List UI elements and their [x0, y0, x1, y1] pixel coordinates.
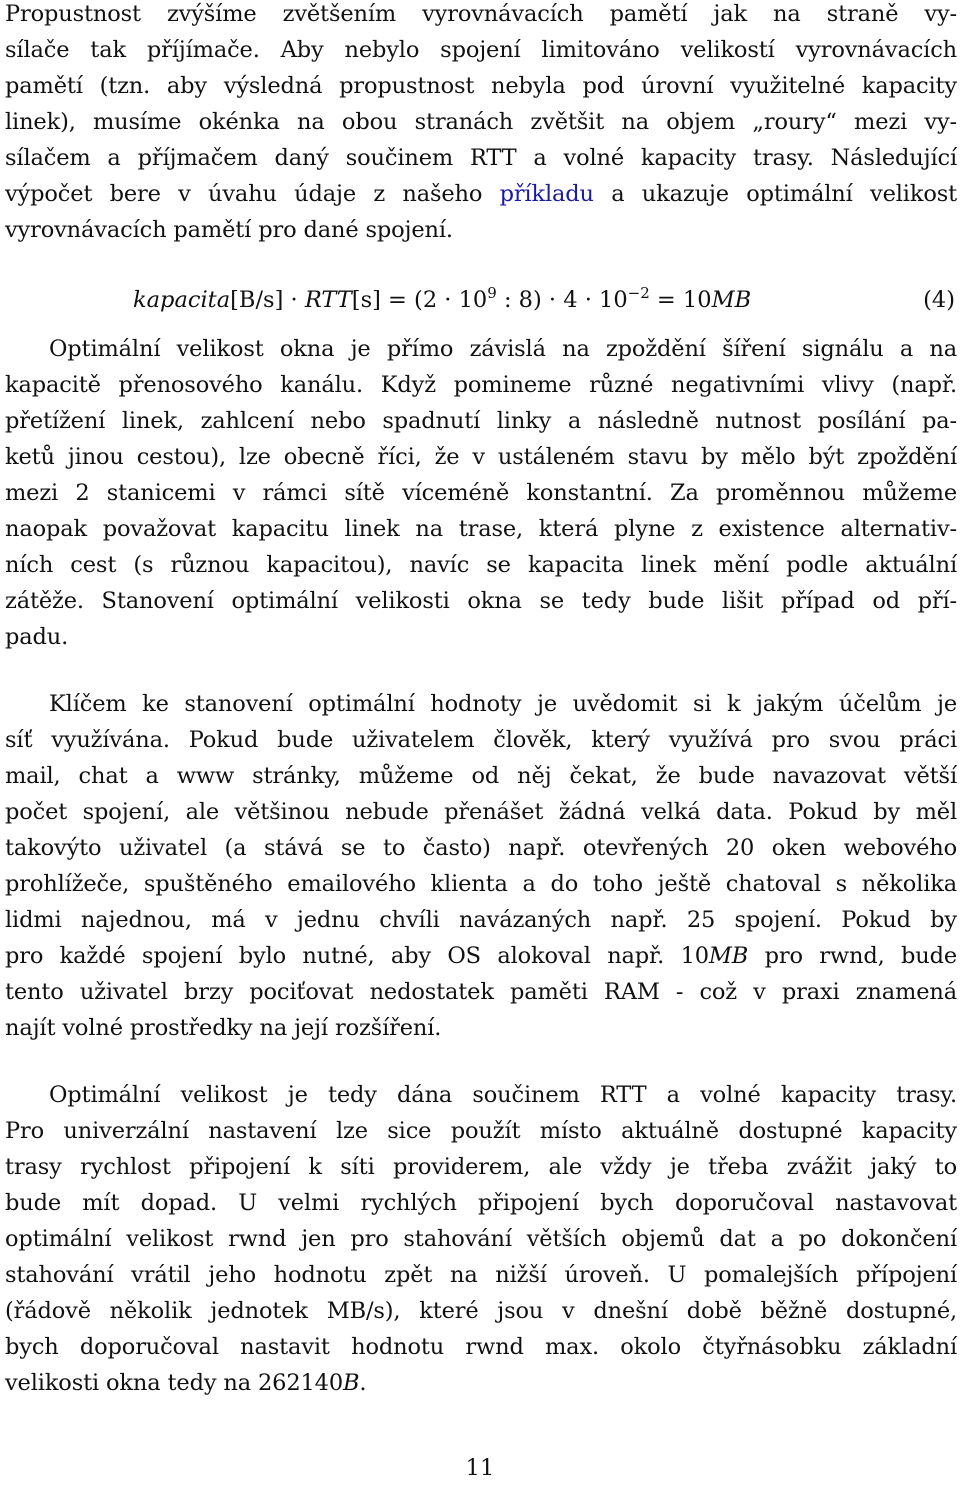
text-line: mail, chat a www stránky, můžeme od něj čekat, že bude navazovat větší: [5, 763, 957, 789]
text-line: najít volné prostředky na její rozšíření.: [5, 1015, 442, 1041]
text-line: [5, 938, 957, 974]
text-segment: a ukazuje optimální velikost: [593, 181, 957, 207]
text-line: vyrovnávacích pamětí pro dané spojení.: [5, 217, 453, 243]
text-line: zátěže. Stanovení optimální velikosti okna se tedy bude lišit případ od pří-: [5, 588, 957, 614]
text-line: Propustnost zvýšíme zvětšením vyrovnávacích pamětí jak na straně vy-: [5, 1, 957, 27]
text-line: tento uživatel brzy pociťovat nedostatek paměti RAM - což v praxi znamená: [5, 979, 957, 1005]
text-line: stahování vrátil jeho hodnotu zpět na nižší úroveň. U pomalejších přípojení: [5, 1262, 957, 1288]
text-line: ketů jinou cestou), lze obecně říci, že v ustáleném stavu by mělo být zpoždění: [5, 444, 957, 470]
text-line: pamětí (tzn. aby výsledná propustnost nebyla pod úrovní využitelné kapacity: [5, 73, 957, 99]
text-line: (řádově několik jednotek MB/s), které jsou v dnešní době běžně dostupné,: [5, 1298, 957, 1324]
text-segment: pro každé spojení bylo nutné, aby OS alokoval např. 10: [5, 943, 709, 969]
example-link[interactable]: příkladu: [499, 181, 594, 207]
text-line: [5, 1365, 957, 1401]
math-text: [B/s] ·: [230, 287, 305, 313]
text-segment: výpočet bere v úvahu údaje z našeho: [5, 181, 500, 207]
text-segment: .: [359, 1370, 367, 1396]
math-text: = 10: [649, 287, 712, 313]
text-line: prohlížeče, spuštěného emailového klienta a do toho ještě chatoval s několika: [5, 871, 957, 897]
math-text: : 8) · 4 · 10: [496, 287, 628, 313]
paragraph-2: [5, 331, 957, 655]
text-line: přetížení linek, zahlcení nebo spadnutí linky a následně nutnost posílání pa-: [5, 408, 957, 434]
math-text: [s] = (2 · 10: [351, 287, 488, 313]
text-line: Pro univerzální nastavení lze sice použít místo aktuálně dostupné kapacity: [5, 1118, 957, 1144]
paragraph-3: [5, 686, 957, 1046]
math-var: MB: [708, 943, 749, 969]
text-segment: pro rwnd, bude: [748, 943, 957, 969]
paragraph-4: [5, 1077, 957, 1401]
text-line: mezi 2 stanicemi v rámci sítě víceméně konstantní. Za proměnnou můžeme: [5, 480, 957, 506]
text-line: padu.: [5, 624, 69, 650]
math-var: B: [343, 1370, 360, 1396]
text-line: Optimální velikost je tedy dána součinem RTT a volné kapacity trasy.: [49, 1082, 957, 1108]
equation-number: (4): [923, 287, 955, 313]
text-line: optimální velikost rwnd jen pro stahování větších objemů dat a po dokončení: [5, 1226, 957, 1252]
equation-body: [133, 280, 751, 320]
text-line: Optimální velikost okna je přímo závislá na zpoždění šíření signálu a na: [49, 336, 957, 362]
exponent: 9: [487, 284, 497, 302]
page-number: 11: [465, 1455, 495, 1481]
text-line: lidmi najednou, má v jednu chvíli navázaných např. 25 spojení. Pokud by: [5, 907, 957, 933]
math-var: RTT: [304, 287, 352, 313]
text-line: sílače tak příjímače. Aby nebylo spojení limitováno velikostí vyrovnávacích: [5, 37, 957, 63]
equation: [5, 280, 957, 320]
text-line: bude mít dopad. U velmi rychlých připojení bych doporučoval nastavovat: [5, 1190, 957, 1216]
text-line: bych doporučoval nastavit hodnotu rwnd max. okolo čtyřnásobku základní: [5, 1334, 957, 1360]
text-line: trasy rychlost připojení k síti providerem, ale vždy je třeba zvážit jaký to: [5, 1154, 957, 1180]
exponent: −2: [627, 284, 650, 302]
text-line: počet spojení, ale většinou nebude přenášet žádná velká data. Pokud by měl: [5, 799, 957, 825]
paragraph-1: [5, 0, 957, 248]
text-line: ních cest (s různou kapacitou), navíc se kapacita linek mění podle aktuální: [5, 552, 957, 578]
text-segment: velikosti okna tedy na 262140: [5, 1370, 343, 1396]
text-line: linek), musíme okénka na obou stranách zvětšit na objem „roury“ mezi vy-: [5, 109, 957, 135]
text-line: síť využívána. Pokud bude uživatelem člověk, který využívá pro svou práci: [5, 727, 957, 753]
text-line: Klíčem ke stanovení optimální hodnoty je uvědomit si k jakým účelům je: [49, 691, 957, 717]
text-line: naopak považovat kapacitu linek na trase, která plyne z existence alternativ-: [5, 516, 957, 542]
text-line: kapacitě přenosového kanálu. Když pomineme různé negativními vlivy (např.: [5, 372, 957, 398]
text-line: sílačem a příjmačem daný součinem RTT a volné kapacity trasy. Následující: [5, 145, 957, 171]
text-line: [5, 176, 957, 212]
math-var: kapacita: [133, 287, 231, 313]
math-var: MB: [711, 287, 752, 313]
text-line: takovýto uživatel (a stává se to často) např. otevřených 20 oken webového: [5, 835, 957, 861]
